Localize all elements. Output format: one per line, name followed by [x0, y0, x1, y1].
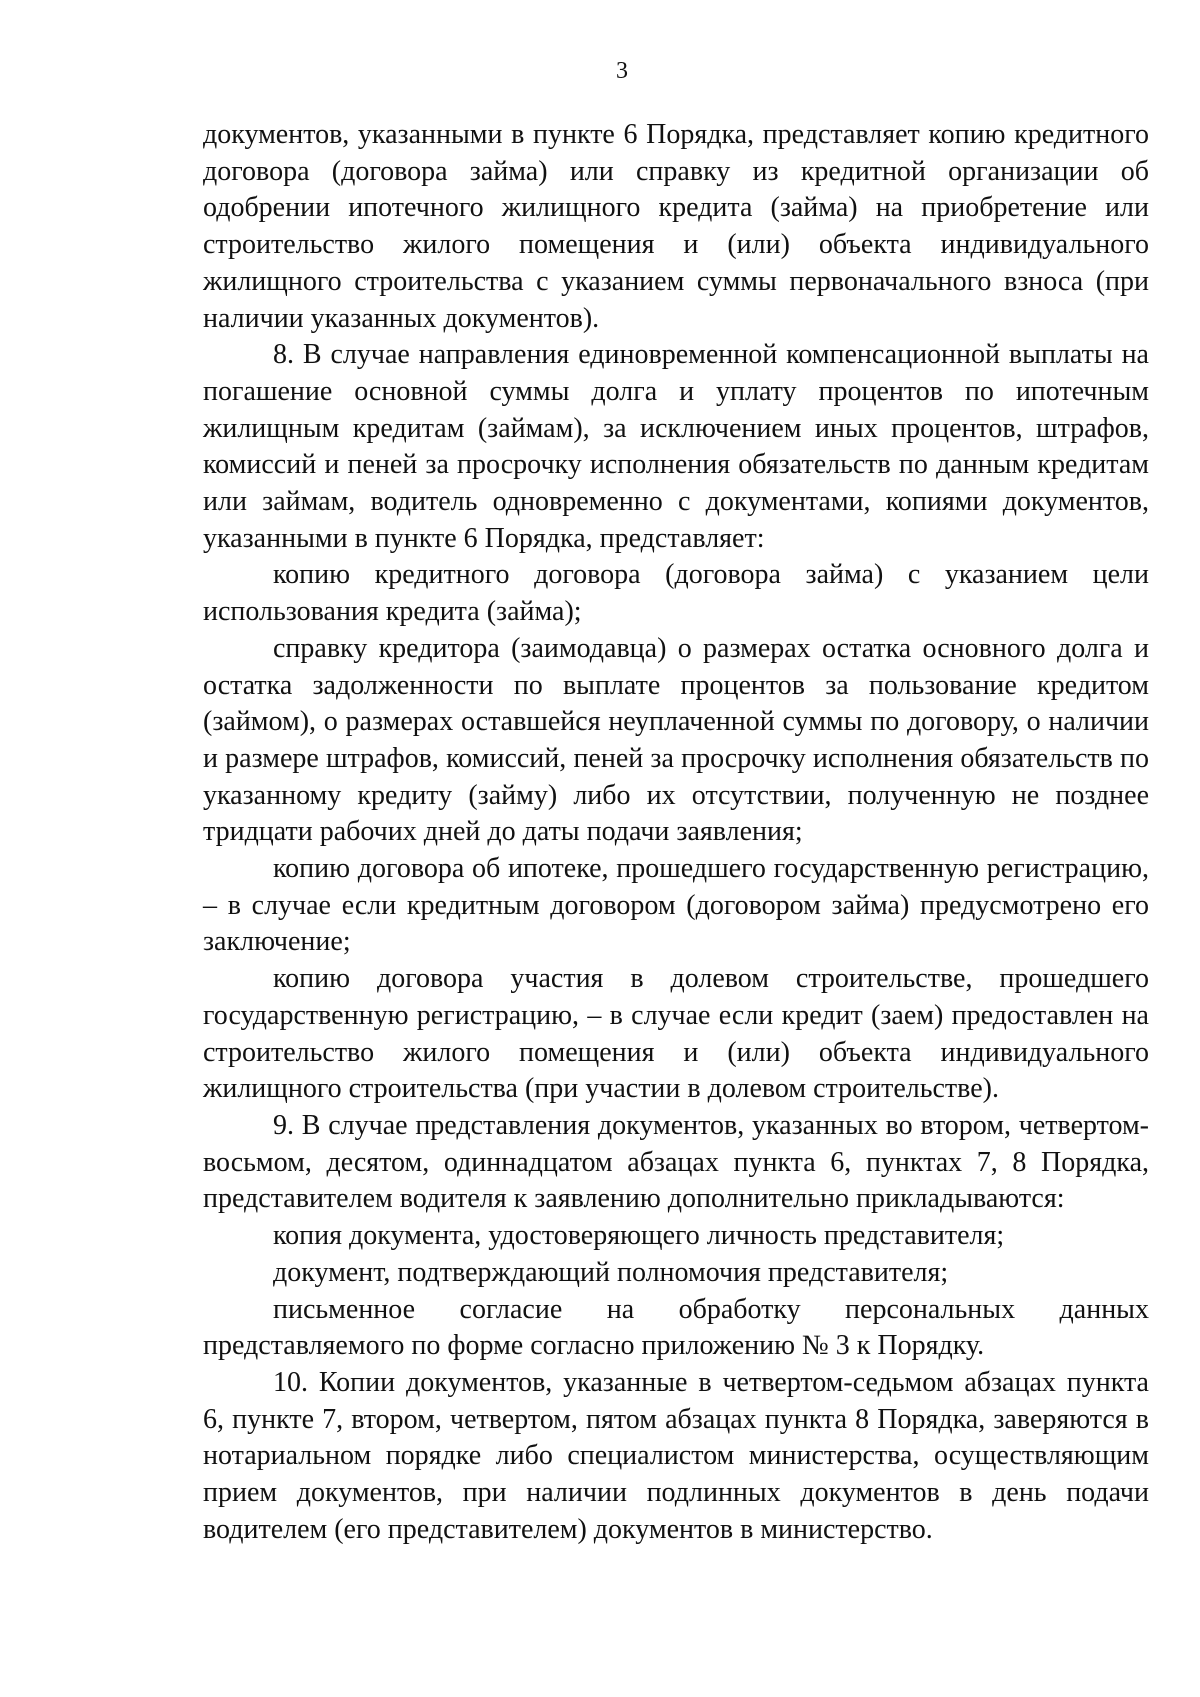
paragraph-creditor-statement: справку кредитора (заимодавца) о размерах остатка основного долга и остатка задолженности по выплате процентов за пользование кредитом (займом), о размерах оставшейся неуплаченной суммы по договору, о наличии и размере штрафов, комиссий, пеней за просрочку исполнения обязательств по указанному кредиту (займу) либо их отсутствии, полученную не позднее тридцати рабочих дней до даты подачи заявления;	[203, 632, 1149, 848]
paragraph-representative-id-copy: копия документа, удостоверяющего личность представителя;	[273, 1220, 1005, 1252]
paragraph-shared-construction-copy: копию договора участия в долевом строительстве, прошедшего государственную регистрацию, – в случае если кредит (заем) предоставлен на строительство жилого помещения и (или) объекта индивидуального жилищного строительства (при участии в долевом строительстве).	[203, 963, 1149, 1105]
paragraph-continuation: документов, указанными в пункте 6 Порядка, представляет копию кредитного договора (договора займа) или справку из кредитной организации об одобрении ипотечного жилищного кредита (займа) на приобретение или строительство жилого помещения и (или) объекта индивидуального жилищного строительства с указанием суммы первоначального взноса (при наличии указанных документов).	[203, 119, 1149, 334]
paragraph-mortgage-agreement-copy: копию договора об ипотеке, прошедшего государственную регистрацию, – в случае если кредитным договором (договором займа) предусмотрено его заключение;	[203, 853, 1149, 958]
document-body	[203, 117, 1149, 1548]
paragraph-credit-agreement-copy: копию кредитного договора (договора займа) с указанием цели использования кредита (займа);	[203, 559, 1149, 628]
paragraph-personal-data-consent: письменное согласие на обработку персональных данных представляемого по форме согласно приложению № 3 к Порядку.	[203, 1293, 1149, 1362]
paragraph-item-10: 10. Копии документов, указанные в четвертом-седьмом абзацах пункта 6, пункте 7, втором, четвертом, пятом абзацах пункта 8 Порядка, заверяются в нотариальном порядке либо специалистом министерства, осуществляющим прием документов, при наличии подлинных документов в день подачи водителем (его представителем) документов в министерство.	[203, 1366, 1149, 1545]
paragraph-item-8: 8. В случае направления единовременной компенсационной выплаты на погашение основной суммы долга и уплату процентов по ипотечным жилищным кредитам (займам), за исключением иных процентов, штрафов, комиссий и пеней за просрочку исполнения обязательств по данным кредитам или займам, водитель одновременно с документами, копиями документов, указанными в пункте 6 Порядка, представляет:	[203, 339, 1149, 554]
paragraph-representative-authority: документ, подтверждающий полномочия представителя;	[273, 1256, 949, 1288]
page-number: 3	[616, 58, 628, 84]
paragraph-item-9: 9. В случае представления документов, указанных во втором, четвертом-восьмом, десятом, одиннадцатом абзацах пункта 6, пунктах 7, 8 Порядка, представителем водителя к заявлению дополнительно прикладываются:	[203, 1109, 1149, 1215]
